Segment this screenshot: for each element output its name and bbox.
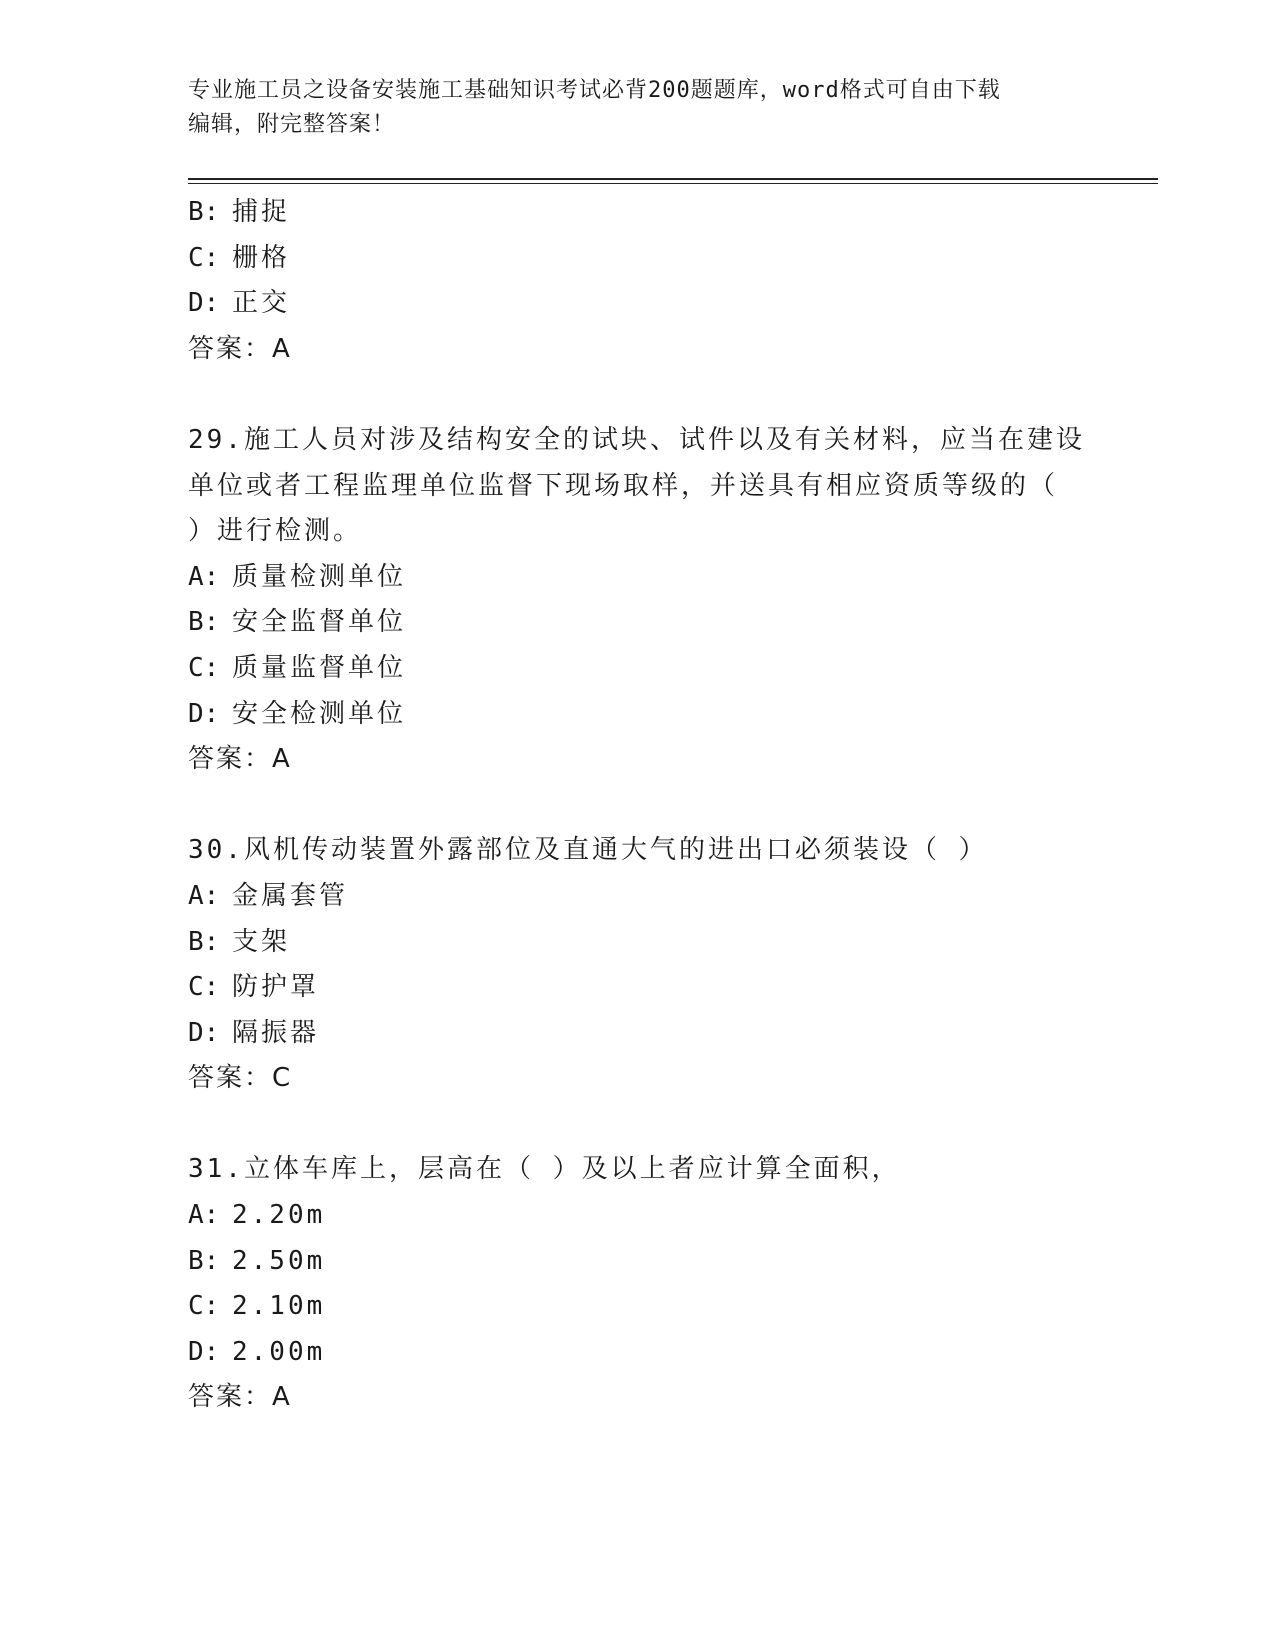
question-text-line: 31.立体车库上，层高在（ ）及以上者应计算全面积，: [188, 1154, 901, 1185]
option-key: A:: [188, 880, 220, 911]
question-text-line: ）进行检测。: [188, 516, 363, 547]
option-key: A:: [188, 561, 220, 592]
option-d: [188, 1011, 1088, 1057]
question-text-line: 29.施工人员对涉及结构安全的试块、试件以及有关材料，应当在建设: [188, 424, 1085, 455]
option-a: [188, 874, 1088, 920]
option-text: 防护罩: [232, 972, 320, 1003]
option-text: 支架: [232, 926, 291, 957]
option-d: [188, 692, 1088, 738]
option-key: B:: [188, 1245, 220, 1276]
option-text: 捕捉: [232, 197, 291, 227]
option-text: 安全检测单位: [232, 698, 407, 729]
option-key: B:: [188, 197, 220, 227]
answer-line: 答案：A: [188, 1382, 292, 1413]
option-b: [188, 920, 1088, 966]
option-text: 质量检测单位: [232, 561, 407, 592]
option-b: [188, 190, 1088, 236]
question-30: [188, 828, 1088, 1102]
option-key: C:: [188, 1291, 220, 1322]
option-text: 隔振器: [232, 1017, 320, 1048]
option-key: C:: [188, 972, 220, 1003]
option-text: 栅格: [232, 242, 291, 273]
option-text: 2.00m: [232, 1336, 326, 1367]
document-header: [188, 74, 1088, 142]
header-line-2: 编辑，附完整答案！: [188, 112, 396, 137]
spacer: [188, 1102, 1088, 1148]
option-text: 金属套管: [232, 880, 349, 911]
option-b: [188, 1239, 1088, 1285]
option-c: [188, 1284, 1088, 1330]
question-text-line: 单位或者工程监理单位监督下现场取样，并送具有相应资质等级的（: [188, 470, 1059, 501]
header-line-1: 专业施工员之设备安装施工基础知识考试必背200题题库，word格式可自由下载: [188, 78, 1001, 103]
option-key: D:: [188, 1017, 220, 1048]
option-key: D:: [188, 698, 220, 729]
option-d: [188, 1330, 1088, 1376]
option-key: B:: [188, 607, 220, 638]
header-divider-thick: [188, 178, 1158, 180]
option-b: [188, 600, 1088, 646]
option-text: 正交: [232, 288, 291, 319]
question-31: [188, 1147, 1088, 1421]
question-text-line: 30.风机传动装置外露部位及直通大气的进出口必须装设（ ）: [188, 835, 988, 866]
option-c: [188, 646, 1088, 692]
option-key: C:: [188, 652, 220, 683]
option-key: A:: [188, 1200, 220, 1231]
option-text: 安全监督单位: [232, 607, 407, 638]
question-list: [188, 190, 1088, 1421]
header-divider-thin: [188, 183, 1158, 184]
option-text: 2.20m: [232, 1200, 326, 1231]
option-a: [188, 1193, 1088, 1239]
question-29: [188, 418, 1088, 783]
option-key: B:: [188, 926, 220, 957]
option-text: 2.10m: [232, 1291, 326, 1322]
option-c: [188, 965, 1088, 1011]
option-key: D:: [188, 288, 220, 319]
option-key: C:: [188, 242, 220, 273]
answer-line: 答案：C: [188, 1063, 293, 1094]
option-key: D:: [188, 1336, 220, 1367]
option-c: [188, 236, 1088, 282]
spacer: [188, 783, 1088, 829]
answer-line: 答案：A: [188, 744, 292, 775]
question-28-partial: [188, 190, 1088, 372]
option-text: 质量监督单位: [232, 652, 407, 683]
spacer: [188, 372, 1088, 418]
option-a: [188, 555, 1088, 601]
answer-line: 答案：A: [188, 333, 292, 364]
option-d: [188, 281, 1088, 327]
option-text: 2.50m: [232, 1245, 326, 1276]
